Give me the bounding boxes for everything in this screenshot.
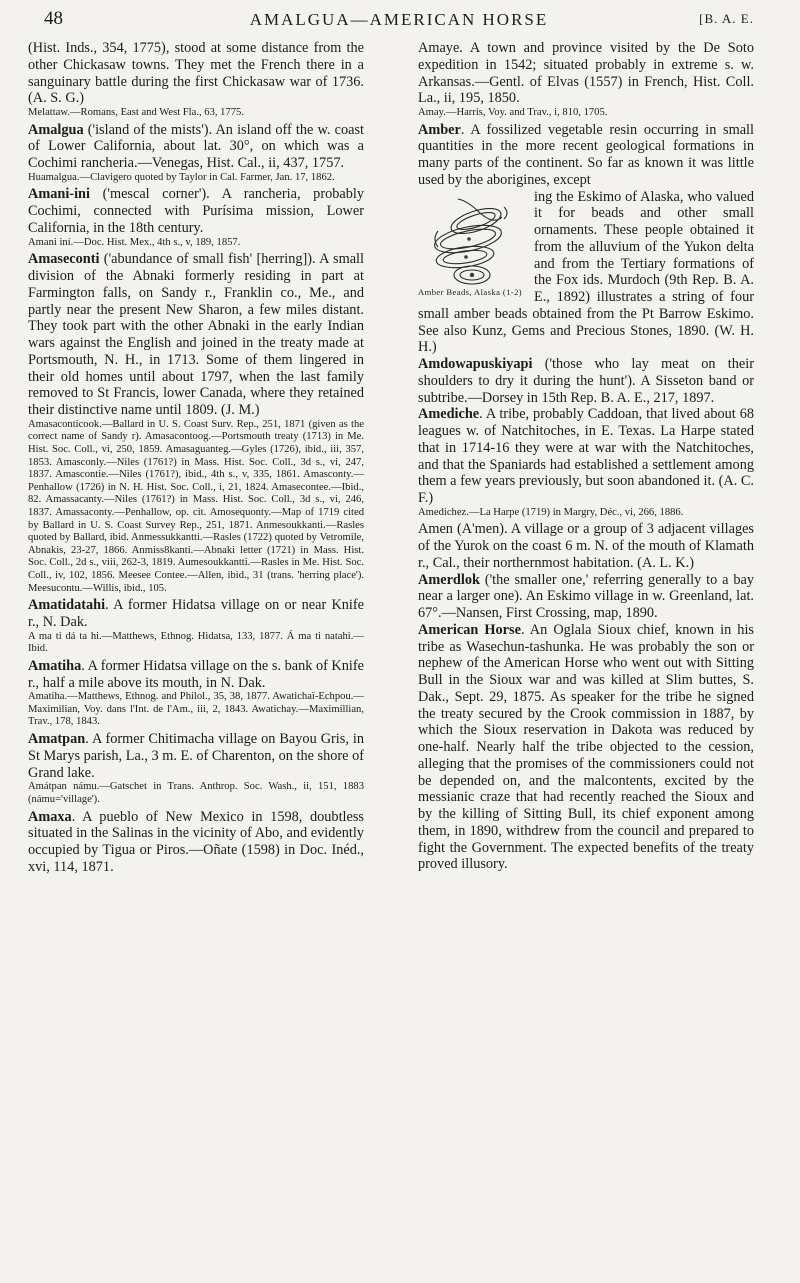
right-column <box>418 40 754 873</box>
dictionary-entry <box>418 622 754 873</box>
amber-illustrated-paragraph <box>418 189 754 357</box>
entry-headword: Amaxa <box>28 808 72 825</box>
citation: Amátpan námu.—Gatschet in Trans. Anthrop. Soc. Wash., ii, 151, 1883 (námu='village'). <box>28 781 364 805</box>
entry-text: (A'men). A village or a group of 3 adjacent villages of the Yurok on the coast 6 m. N. of the mouth of Klamath r., Cal., their northernmost habitation. (A. L. K.) <box>418 521 754 571</box>
entry-headword: Amani-ini <box>28 186 90 203</box>
citation: Amasaconticook.—Ballard in U. S. Coast Surv. Rep., 251, 1871 (given as the correct name of Sandy r). Amasacontoog.—Portsmouth treaty (1713) in Me. Hist. Soc. Coll., vi, 250, 1859. Amasaguanteg.—Gyles (1726), ibid., iii, 357, 1853. Amasconly.—Niles (1761?) in Mass. Hist. Soc. Coll., 3d s., vi, 247, 1837. Amascontie.—Niles (1761?), ibid., 4th s., v, 335, 1861. Amasconty.—Penhallow (1726) in N. H. Hist. Soc. Coll., i, 21, 1824. Amasecontee.—Ibid., 82. Amassacanty.—Niles (1761?) in Mass. Hist. Soc. Coll., 3d s., vi, 246, 1837. Amassaconty.—Penhallow, op. cit. Amosequonty.—Map of 1719 cited by Ballard in U. S. Coast Survey Rep., 251, 1871. Anmesoukkanti.—Rasles quoted by Ballard, ibid. Anmessukkantti.—Rasles (1722) quoted by Vetromile, Abnakis, 23-27, 1866. Anmiss8kanti.—Abnaki letter (1721) in Mass. Hist. Soc. Coll., 2d s., viii, 262-3, 1819. Aumesoukkantti.—Rasles in Me. Hist. Soc. Coll., iv, 102, 1856. Meesee Contee.—Allen, ibid., 31 (trans. 'herring place'). Meesucontu.—Willis, ibid., 105. <box>28 418 364 594</box>
amber-beads-figure <box>418 191 530 301</box>
citation: Melattaw.—Romans, East and West Fla., 63, 1775. <box>28 107 244 118</box>
entry-headword: Amaye <box>418 40 460 56</box>
dictionary-entry <box>418 40 754 107</box>
entry-headword: Amaseconti <box>28 251 100 268</box>
citation: A ma ti dá ta hi.—Matthews, Ethnog. Hidatsa, 133, 1877. Á ma ti natahi.—Ibid. <box>28 630 364 655</box>
dictionary-entry <box>28 731 364 781</box>
citation: Huamalgua.—Clavigero quoted by Taylor in Cal. Farmer, Jan. 17, 1862. <box>28 171 335 183</box>
entry-text: . A tribe, probably Caddoan, that lived about 68 leagues w. of Natchitoches, in E. Texas. La Harpe stated that in 1714-16 they were at war with the Natchitoches, and that the Spaniards had established a settlement among them a few years previously, but soon abandoned it. (A. C. F.) <box>418 406 754 507</box>
entry-headword: American Horse <box>418 621 521 638</box>
entry-text: ('the smaller one,' referring generally to a bay near a larger one). An Eskimo village in w. Greenland, lat. 67°.—Nansen, First Crossing, map, 1890. <box>418 571 754 622</box>
entry-headword: Amatiha <box>28 657 82 674</box>
entry-headword: Amen <box>418 521 453 538</box>
entry-headword: Amerdlok <box>418 571 480 588</box>
entry-text: ('island of the mists'). An island off the w. coast of Lower California, about lat. 30°, on which was a Cochimi rancheria.—Venegas, Hist. Cal., ii, 437, 1757. <box>28 121 364 172</box>
volume-tag: [B. A. E. <box>699 11 754 26</box>
entry-headword: Amalgua <box>28 121 84 138</box>
dictionary-entry <box>28 122 364 172</box>
amber-beads-icon <box>418 191 530 289</box>
entry-text: ('abundance of small fish' [herring]). A small division of the Abnaki formerly residing in part at Farmington falls, on Sandy r., Franklin co., Me., and partly near the present New Sharon, a few miles distant. They took part with the other Abnaki in the early Indian wars against the English and joined in the treaty made at Portsmouth, N. H., in 1713. Some of them lingered in their old homes until about 1797, when the last family removed to St Francis, lower Canada, where they retained their distinctive name until 1809. (J. M.) <box>28 251 364 419</box>
figure-caption: Amber Beads, Alaska (1-2) <box>418 286 523 297</box>
entry-text: ('mescal corner'). A rancheria, probably Cochimi, connected with Purísima mission, Lower California, in the 18th century. <box>28 186 364 236</box>
amber-paragraph-text: ing the Eskimo of Alaska, who valued it for beads and other small ornaments. These people obtained it from the alluvium of the Yukon delta and from the Tertiary formations of the Fox ids. Murdoch (9th Rep. B. A. E., 1892) illustrates a string of four small amber beads obtained from the Pt Barrow Eskimo. See also Kunz, Gems and Precious Stones, 1890. (W. H. H.) <box>418 188 754 356</box>
entry-headword: Amatidatahi <box>28 597 106 614</box>
entry-text: . An Oglala Sioux chief, known in his tribe as Wasechun-tashunka. He was probably the son or nephew of the American Horse who went out with Sitting Bull in the Sioux war and was killed at Slim buttes, S. Dak., Sept. 29, 1875. As speaker for the tribe he signed the treaty secured by the Crook commission in 1887, by which the Sioux reservation in Dakota was reduced by one-half. Nearly half the tribe objected to the cession, alleging that the promises of the commissioners could not be depended on, and the malcontents, excited by the messianic craze that had recently reached the Sioux and by the killing of Sitting Bull, its chief exponent among them, in 1890, withdrew from the council and prepared to fight the Government. The expected benefits of the treaty proved illusory. <box>418 621 754 873</box>
right-column-top <box>418 40 754 189</box>
entry-text: . A fossilized vegetable resin occurring in small quantities in the more recent geological formations in many parts of the continent. So far as known it was little used by the aborigines, except <box>418 121 754 188</box>
dictionary-entry <box>28 597 364 631</box>
citation: Amatiha.—Matthews, Ethnog. and Philol., 35, 38, 1877. Awatichaï-Echpou.—Maximilian, Voy. dans l'Int. de l'Am., iii, 2, 1843. Awatichay.—Maximillian, Trav., 178, 1843. <box>28 691 364 728</box>
left-column <box>28 40 364 876</box>
citation: Amani iní.—Doc. Hist. Mex., 4th s., v, 189, 1857. <box>28 236 241 248</box>
entry-text: . A pueblo of New Mexico in 1598, doubtless situated in the Salinas in the vicinity of Abo, and evidently occupied by Tigua or Piros.—Oñate (1598) in Doc. Inéd., xvi, 114, 1871. <box>28 808 364 875</box>
entry-headword: Amediche <box>418 406 480 423</box>
dictionary-entry <box>28 251 364 419</box>
dictionary-entry <box>28 809 364 876</box>
dictionary-entry <box>28 658 364 692</box>
entry-headword: Amdowapuskiyapi <box>418 356 533 373</box>
entry-text: . A former Hidatsa village on the s. bank of Knife r., half a mile above its mouth, in N. Dak. <box>28 657 364 691</box>
running-head: AMALGUA—AMERICAN HORSE <box>249 10 549 29</box>
citation: Amay.—Harris, Voy. and Trav., i, 810, 1705. <box>418 107 608 118</box>
page-number: 48 <box>44 8 63 29</box>
entry-text: ('those who lay meat on their shoulders to dry it during the hunt'). A Sisseton band or subtribe.—Dorsey in 15th Rep. B. A. E., 217, 1897. <box>418 356 754 406</box>
dictionary-entry <box>418 122 754 189</box>
right-column-rest <box>418 356 754 873</box>
entry-text: . A former Hidatsa village on or near Knife r., N. Dak. <box>28 597 364 630</box>
entry-text: . A former Chitimacha village on Bayou Gris, in St Marys parish, La., 3 m. E. of Charenton, on the shore of Grand lake. <box>28 731 364 781</box>
entry-headword: Amatpan <box>28 731 86 748</box>
continued-text: (Hist. Inds., 354, 1775), stood at some distance from the other Chickasaw towns. They met the French there in a sanguinary battle during the first Chickasaw war of 1736. (A. S. G.) <box>28 40 364 107</box>
dictionary-entry <box>28 186 364 236</box>
dictionary-entry <box>418 521 754 571</box>
entry-headword: Amber <box>418 121 461 138</box>
dictionary-entry <box>418 356 754 406</box>
page-header <box>44 8 754 34</box>
citation: Amedichez.—La Harpe (1719) in Margry, Déc., vi, 266, 1886. <box>418 506 684 518</box>
dictionary-entry <box>418 406 754 507</box>
dictionary-entry <box>418 572 754 622</box>
entry-text: . A town and province visited by the De Soto expedition in 1542; situated probably in extreme s. w. Arkansas.—Gentl. of Elvas (1557) in French, Hist. Coll. La., ii, 195, 1850. <box>418 40 754 107</box>
